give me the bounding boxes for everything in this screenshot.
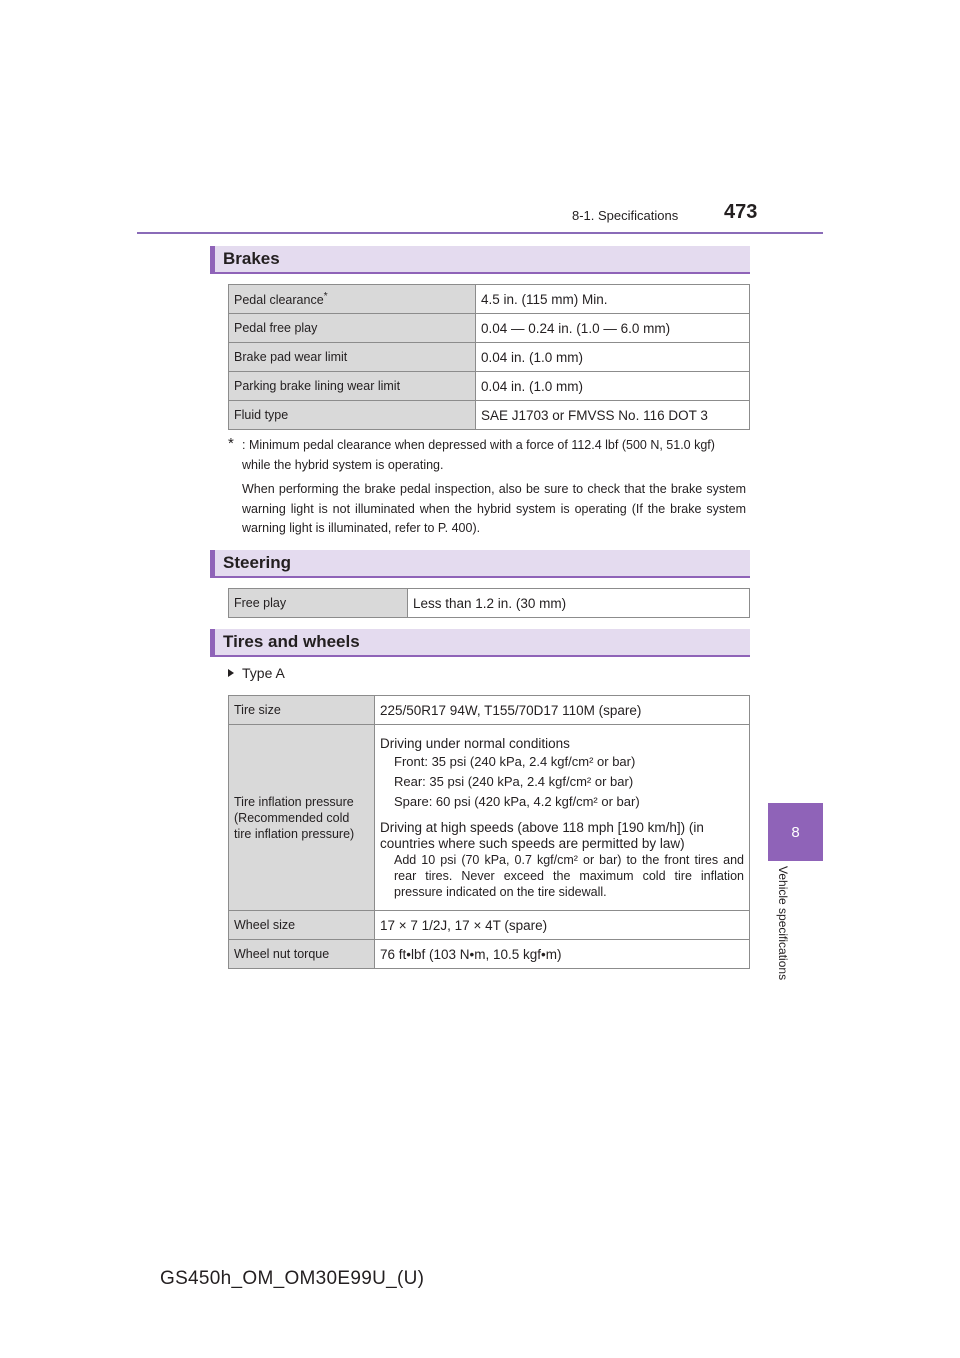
type-a-label: Type A [228,665,285,681]
row-label: Tire size [229,696,375,725]
row-label: Wheel nut torque [229,940,375,969]
inspection-note: When performing the brake pedal inspection, also be sure to check that the brake system warning light is not illuminated when the hybrid system is operating (If the brake system warning light is illuminated, refer to P. 400). [242,482,746,535]
normal-conditions-heading: Driving under normal conditions [380,735,570,751]
row-value: 0.04 in. (1.0 mm) [476,343,750,372]
row-value: SAE J1703 or FMVSS No. 116 DOT 3 [476,401,750,430]
row-value: 4.5 in. (115 mm) Min. [476,285,750,314]
table-row [229,911,750,940]
tire-pressure-details [375,725,750,911]
footnote-marker: * [323,290,328,302]
table-row [229,343,750,372]
row-value: 0.04 in. (1.0 mm) [476,372,750,401]
row-value: 17 × 7 1/2J, 17 × 4T (spare) [375,911,750,940]
table-row [229,696,750,725]
table-row [229,725,750,911]
row-value: Less than 1.2 in. (30 mm) [408,589,750,618]
row-label: Parking brake lining wear limit [229,372,476,401]
bullet-arrow-icon [228,669,234,677]
row-label: Free play [229,589,408,618]
page-number: 473 [724,201,758,223]
high-speed-text: Add 10 psi (70 kPa, 0.7 kgf/cm² or bar) to the front tires and rear tires. Never exceed the maximum cold tire inflation pressure indicated on the tire sidewall. [394,852,744,899]
high-speed-heading: Driving at high speeds (above 118 mph [190 km/h]) (in countries where such speeds are permitted by law) [380,819,704,851]
row-label: Tire inflation pressure (Recommended cold tire inflation pressure) [229,725,375,911]
row-label: Pedal free play [229,314,476,343]
chapter-label-text: Vehicle specifications [776,866,790,981]
steering-heading: Steering [210,550,750,578]
footnote-marker: * [228,435,234,452]
section-title: 8-1. Specifications [572,208,679,223]
rear-pressure: Rear: 35 psi (240 kPa, 2.4 kgf/cm² or bar) [394,773,634,789]
chapter-label [776,866,796,1011]
table-row [229,589,750,618]
row-label: Wheel size [229,911,375,940]
row-value: 0.04 — 0.24 in. (1.0 — 6.0 mm) [476,314,750,343]
row-label: Fluid type [229,401,476,430]
front-pressure: Front: 35 psi (240 kPa, 2.4 kgf/cm² or bar) [394,753,636,769]
table-row [229,940,750,969]
row-value: 76 ft•lbf (103 N•m, 10.5 kgf•m) [375,940,750,969]
row-value: 225/50R17 94W, T155/70D17 110M (spare) [375,696,750,725]
table-row [229,401,750,430]
footnote-text: : Minimum pedal clearance when depressed with a force of 112.4 lbf (500 N, 51.0 kgf) while the hybrid system is operating. [242,438,715,472]
table-row [229,285,750,314]
chapter-number: 8 [791,823,800,841]
header-divider [137,232,823,234]
chapter-tab [768,803,823,861]
table-row [229,314,750,343]
steering-table [228,588,750,618]
tires-heading: Tires and wheels [210,629,750,657]
document-code: GS450h_OM_OM30E99U_(U) [160,1268,425,1289]
brakes-heading: Brakes [210,246,750,274]
spare-pressure: Spare: 60 psi (420 kPa, 4.2 kgf/cm² or bar) [394,793,640,809]
brakes-table [228,284,750,430]
row-label: Pedal clearance [234,293,324,308]
table-row [229,372,750,401]
tires-table [228,695,750,969]
row-label: Brake pad wear limit [229,343,476,372]
